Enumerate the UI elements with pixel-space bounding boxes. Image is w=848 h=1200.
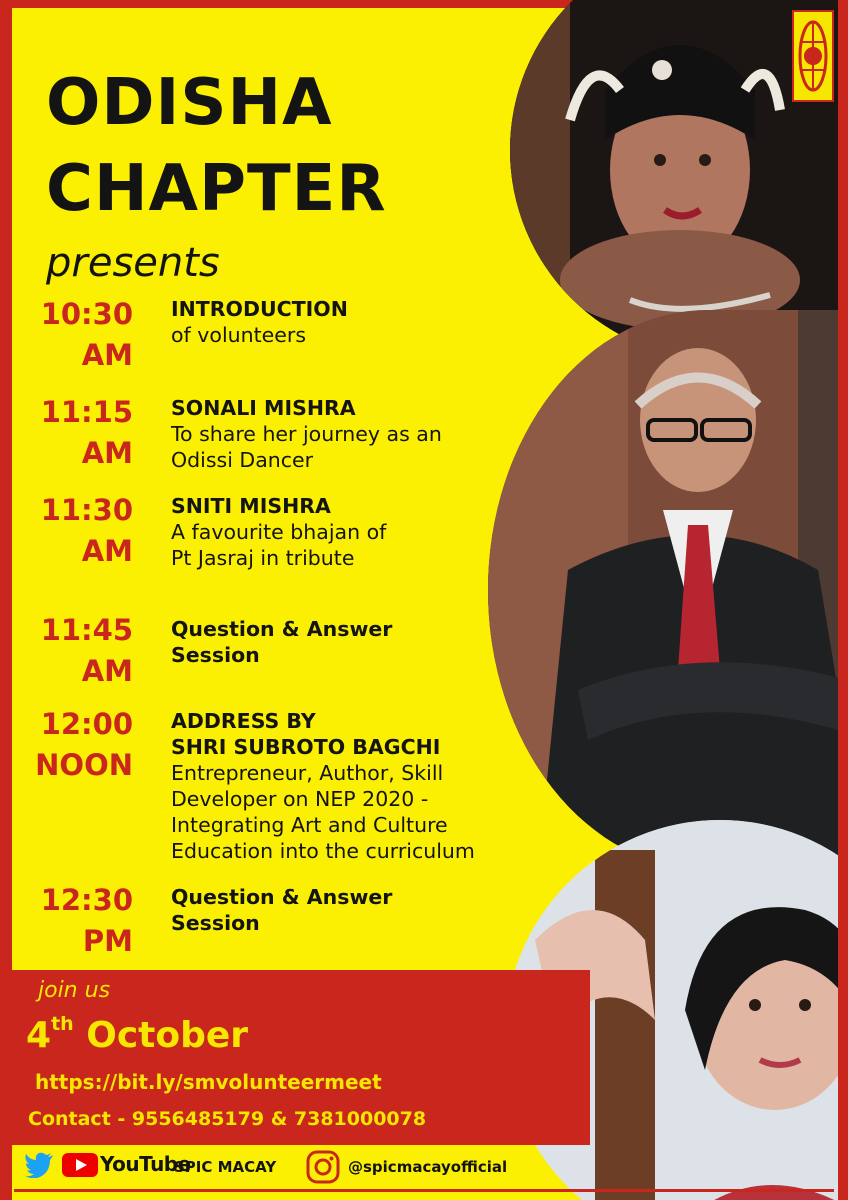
event-date (26, 1015, 248, 1056)
youtube-icon[interactable] (62, 1153, 98, 1177)
schedule-time-4 (8, 610, 133, 692)
desc-line: Integrating Art and Culture (171, 813, 448, 837)
desc-line: Developer on NEP 2020 - (171, 787, 429, 811)
date-day: 4 (26, 1015, 52, 1056)
desc-line: Education into the curriculum (171, 839, 475, 863)
desc-heading: SONALI MISHRA (171, 396, 356, 420)
twitter-icon[interactable] (24, 1152, 54, 1178)
date-month: October (86, 1015, 249, 1056)
desc-heading-2: Session (171, 911, 260, 935)
schedule-desc-5 (171, 708, 541, 864)
desc-heading: Question & Answer (171, 885, 393, 909)
desc-line: To share her journey as an (171, 422, 442, 446)
time-period: AM (81, 654, 133, 688)
time-value: 10:30 (40, 297, 133, 331)
time-value: 12:30 (40, 883, 133, 917)
schedule-time-2 (8, 392, 133, 474)
title-line-1: ODISHA (46, 66, 333, 140)
desc-line: Odissi Dancer (171, 448, 314, 472)
time-period: PM (82, 924, 133, 958)
footer-divider (14, 1189, 834, 1192)
time-period: AM (81, 436, 133, 470)
time-period: AM (81, 534, 133, 568)
join-us-label: join us (38, 978, 111, 1003)
desc-heading: SNITI MISHRA (171, 494, 331, 518)
desc-line: Entrepreneur, Author, Skill (171, 761, 444, 785)
desc-heading: ADDRESS BY (171, 709, 316, 733)
time-value: 11:45 (40, 613, 133, 647)
instagram-handle[interactable]: @spicmacayofficial (348, 1158, 508, 1176)
contact-numbers: Contact - 9556485179 & 7381000078 (28, 1108, 427, 1130)
desc-line: A favourite bhajan of (171, 520, 387, 544)
time-value: 11:15 (40, 395, 133, 429)
schedule-desc-1 (171, 296, 541, 348)
instagram-icon[interactable] (306, 1150, 340, 1184)
spic-macay-logo (792, 10, 834, 102)
time-value: 12:00 (40, 707, 133, 741)
poster-title (46, 60, 387, 232)
schedule-time-5 (8, 704, 133, 786)
time-value: 11:30 (40, 493, 133, 527)
schedule-time-6 (8, 880, 133, 962)
poster-border-right (838, 0, 848, 1200)
schedule-time-1 (8, 294, 133, 376)
presents-label: presents (46, 240, 220, 286)
org-name: SPIC MACAY (174, 1158, 277, 1176)
desc-heading: Question & Answer (171, 617, 393, 641)
youtube-label[interactable]: YouTube (100, 1152, 191, 1176)
time-period: AM (81, 338, 133, 372)
schedule-desc-3 (171, 493, 541, 571)
event-link[interactable]: https://bit.ly/smvolunteermeet (35, 1070, 382, 1094)
schedule-desc-2 (171, 395, 541, 473)
speaker-photo (488, 310, 848, 870)
desc-heading-2: Session (171, 643, 260, 667)
schedule-time-3 (8, 490, 133, 572)
title-line-2: CHAPTER (46, 152, 387, 226)
desc-heading-2: SHRI SUBROTO BAGCHI (171, 735, 441, 759)
desc-heading: INTRODUCTION (171, 297, 348, 321)
desc-line: of volunteers (171, 323, 307, 347)
desc-line: Pt Jasraj in tribute (171, 546, 355, 570)
schedule-desc-4 (171, 616, 541, 668)
schedule-desc-6 (171, 884, 541, 936)
time-period: NOON (35, 748, 133, 782)
date-suffix: th (51, 1013, 74, 1035)
